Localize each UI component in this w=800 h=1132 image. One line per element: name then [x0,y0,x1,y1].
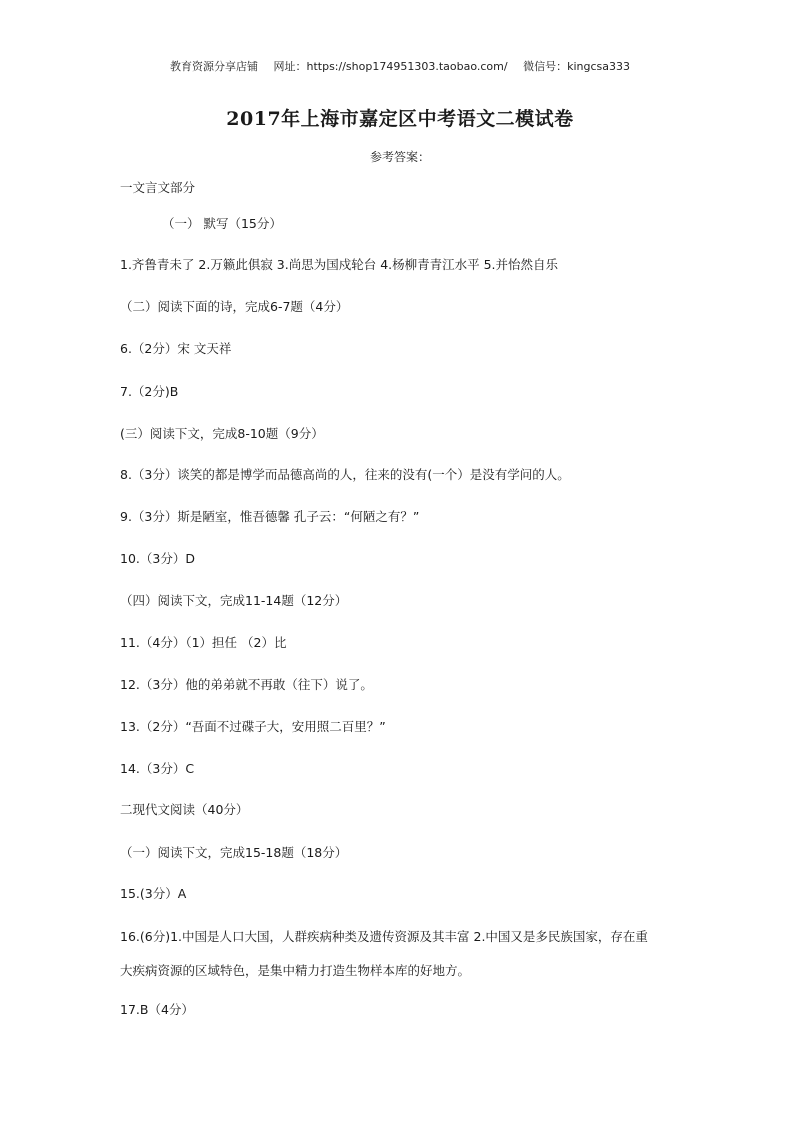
answer-line: 14.（3分）C [120,761,195,776]
section-heading: 二现代文阅读（40分） [120,802,249,817]
answer-line: 8.（3分）谈笑的都是博学而品德高尚的人，往来的没有(一个）是没有学问的人。 [120,467,570,482]
document-title: 2017年上海市嘉定区中考语文二模试卷 [226,108,574,130]
answer-line: 7.（2分)B [120,384,179,399]
answer-line: 13.（2分）“吾面不过碟子大，安用照二百里？” [120,719,386,734]
answer-line: 17.B（4分） [120,1002,194,1017]
subsection-heading: (三）阅读下文，完成8-10题（9分） [120,426,324,441]
answer-line: 9.（3分）斯是陋室，惟吾德馨 孔子云：“何陋之有？” [120,509,420,524]
header-shop: 教育资源分享店铺 [170,60,258,73]
header-url: 网址：https://shop174951303.taobao.com/ [273,60,508,73]
answer-line-continued: 大疾病资源的区域特色，是集中精力打造生物样本库的好地方。 [120,963,471,978]
answer-line: 12.（3分）他的弟弟就不再敢（往下）说了。 [120,677,373,692]
header-wechat: 微信号：kingcsa333 [523,60,630,73]
subsection-heading: （二）阅读下面的诗，完成6-7题（4分） [120,299,349,314]
subsection-heading: （四）阅读下文，完成11-14题（12分） [120,593,348,608]
answer-line: 1.齐鲁青未了 2.万籁此俱寂 3.尚思为国戍轮台 4.杨柳青青江水平 5.并怡然自乐 [120,257,559,272]
document-subtitle: 参考答案： [369,150,430,164]
page-header [0,58,800,74]
answer-line: 16.(6分)1.中国是人口大国，人群疾病种类及遗传资源及其丰富 2.中国又是多民族国家，存在重 [120,929,648,944]
subsection-heading: （一）阅读下文，完成15-18题（18分） [120,845,348,860]
section-heading: 一文言文部分 [120,180,196,195]
answer-line: 6.（2分）宋 文天祥 [120,341,232,356]
answer-line: 11.（4分）（1）担任 （2）比 [120,635,287,650]
answer-line: 15.(3分）A [120,886,187,901]
subsection-heading: （一） 默写（15分） [162,216,282,231]
answer-line: 10.（3分）D [120,551,195,566]
